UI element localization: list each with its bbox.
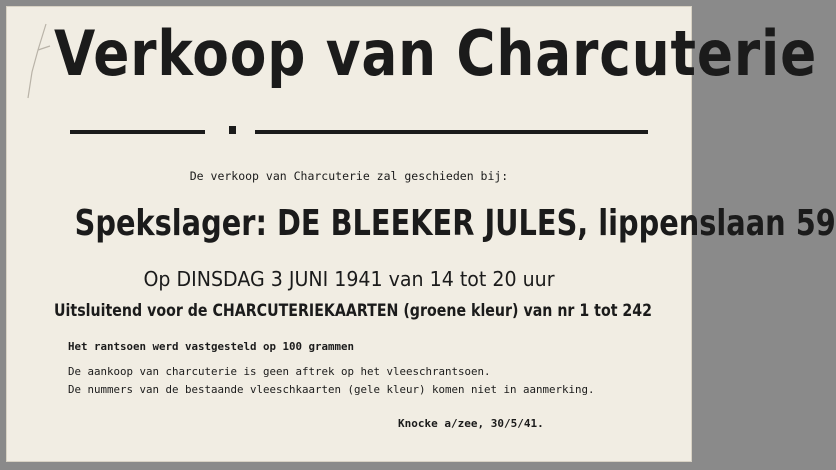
title-underline-right <box>255 130 648 134</box>
vendor-heading: Spekslager: DE BLEEKER JULES, lippenslaan 59 <box>74 203 836 244</box>
intro-text: De verkoop van Charcuterie zal geschieden bij: <box>189 169 509 183</box>
poster-title: Verkoop van Charcuterie <box>54 17 818 90</box>
place-and-date: Knocke a/zee, 30/5/41. <box>398 417 544 430</box>
sale-date-line: Op DINSDAG 3 JUNI 1941 van 14 tot 20 uur <box>143 267 555 291</box>
meat-cards-note: De nummers van de bestaande vleeschkaarten (gele kleur) komen niet in aanmerking. <box>68 383 595 396</box>
deduction-note: De aankoop van charcuterie is geen aftrek op het vleeschrantsoen. <box>68 365 491 378</box>
eligibility-line: Uitsluitend voor de CHARCUTERIEKAARTEN (groene kleur) van nr 1 tot 242 <box>54 301 653 320</box>
poster <box>6 6 836 462</box>
title-underline-left <box>70 130 205 134</box>
ration-note: Het rantsoen werd vastgesteld op 100 grammen <box>68 340 355 353</box>
pencil-mark <box>24 20 54 110</box>
title-underline-mark <box>229 126 236 134</box>
